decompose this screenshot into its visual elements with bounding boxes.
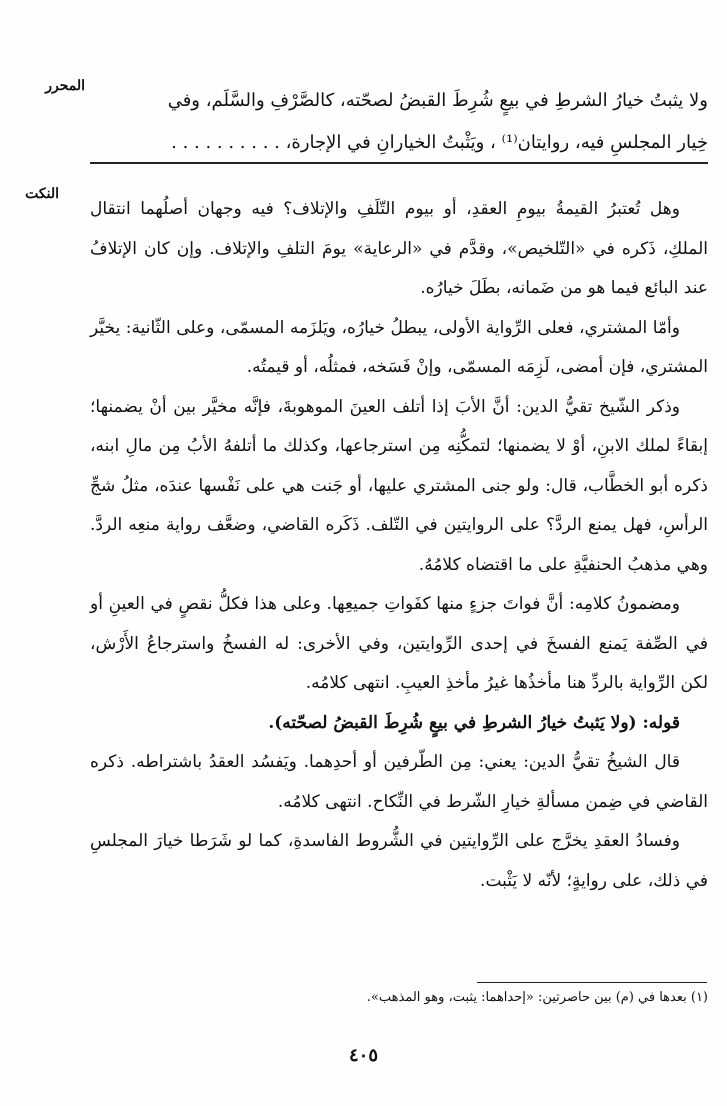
label-muharrar: المحرر: [45, 78, 85, 94]
paragraph-2: وأمّا المشتري، فعلى الرِّواية الأولى، يبطلُ خيارُه، ويَلزَمه المسمّى، وعلى الثّانية: يخيَّر المشتري، فإن أمضى، لَزِمَه المسمّى، وإنْ فَسَخه، فمثلُه، أو قيمتُه.: [90, 317, 708, 377]
sharh-text: [90, 190, 708, 901]
paragraph-6: قال الشيخُ تقيُّ الدين: يعني: مِن الطّرفين أو أحدِهما. ويَفسُد العقدُ باشتراطه. ذكره القاضي في ضِمن مسألةِ خيارِ الشّرط في النِّكاح. انتهى كلامُه.: [90, 752, 708, 812]
paragraph-3: وذكر الشّيخ تقيُّ الدين: أنَّ الأبَ إذا أتلف العينَ الموهوبةَ، فإنَّه مخيَّر بين أنْ يضمنها؛ إبقاءً لملك الابنِ، أوْ لا يضمنها؛ لتمكُّنِه مِن استرجاعها، وكذلك ما أتلفهُ الأبُ مِن مالِ ابنه، ذكره أبو الخطَّاب، قال: ولو جنى المشتري عليها، أو جَنت هي على نَفْسها عندَه، مثلُ شجِّ الرأسِ، فهل يمنع الردَّ؟ على الروايتين في التّلف. ذَكَره القاضي، وضعَّف رواية منعِه الردَّ. وهي مذهبُ الحنفيَّةِ على ما اقتضاه كلامُهُ.: [90, 396, 708, 575]
footnote-divider: [477, 982, 707, 983]
matn-line-2: خِيار المجلسِ فيه، روايتان⁽¹⁾ ، ويَثْبتُ الخيارانِ في الإجارة، . . . . . . . . . .: [171, 132, 708, 153]
matn-text: [90, 80, 708, 164]
paragraph-4: ومضمونُ كلامِه: أنَّ فواتَ جزءٍ منها كفَواتِ جميعِها. وعلى هذا فكلُّ نقصٍ في العينِ أو في الصِّفة يَمنع الفسخَ في إحدى الرِّوايتين، وفي الأخرى: له الفسخُ واسترجاعُ الأَرْش، لكن الرِّواية بالردِّ هنا مأخذُها غيرُ مأخذِ العيبِ. انتهى كلامُه.: [90, 594, 708, 693]
footnote: (١) بعدها في (م) بين حاصرتين: «إحداهما: يثبت، وهو المذهب».: [366, 990, 708, 1005]
paragraph-1: وهل تُعتبرُ القيمةُ بيومِ العقدِ، أو بيوم التّلَفِ والإتلاف؟ فيه وجهان أصلُهما انتقال الملكِ، ذَكره في «التّلخيص»، وقدَّم في «الرعاية» يومَ التلفِ والإتلاف. وإن كان الإتلافُ عند البائع فيما هو من ضَمانه، بطَلَ خيارُه.: [90, 199, 708, 298]
page-number: ٤٠٥: [348, 1045, 378, 1066]
quoted-matn: قوله: (ولا يَثبتُ خيارُ الشرطِ في بيعٍ شُرِطَ القبضُ لصحّته).: [268, 712, 680, 733]
paragraph-7: وفسادُ العقدِ يخرَّج على الرِّوايتين في الشُّروط الفاسدةِ، كما لو شَرَطا خيارَ المجلسِ في ذلك، على روايةٍ؛ لأنّه لا يَثْبت.: [90, 831, 708, 891]
section-divider: [90, 162, 708, 164]
label-nukat: النكت: [25, 186, 59, 202]
matn-line-1: ولا يثبتُ خيارُ الشرطِ في بيعٍ شُرِطَ القبضُ لصحّته، كالصَّرْفِ والسَّلَم، وفي: [167, 90, 708, 111]
